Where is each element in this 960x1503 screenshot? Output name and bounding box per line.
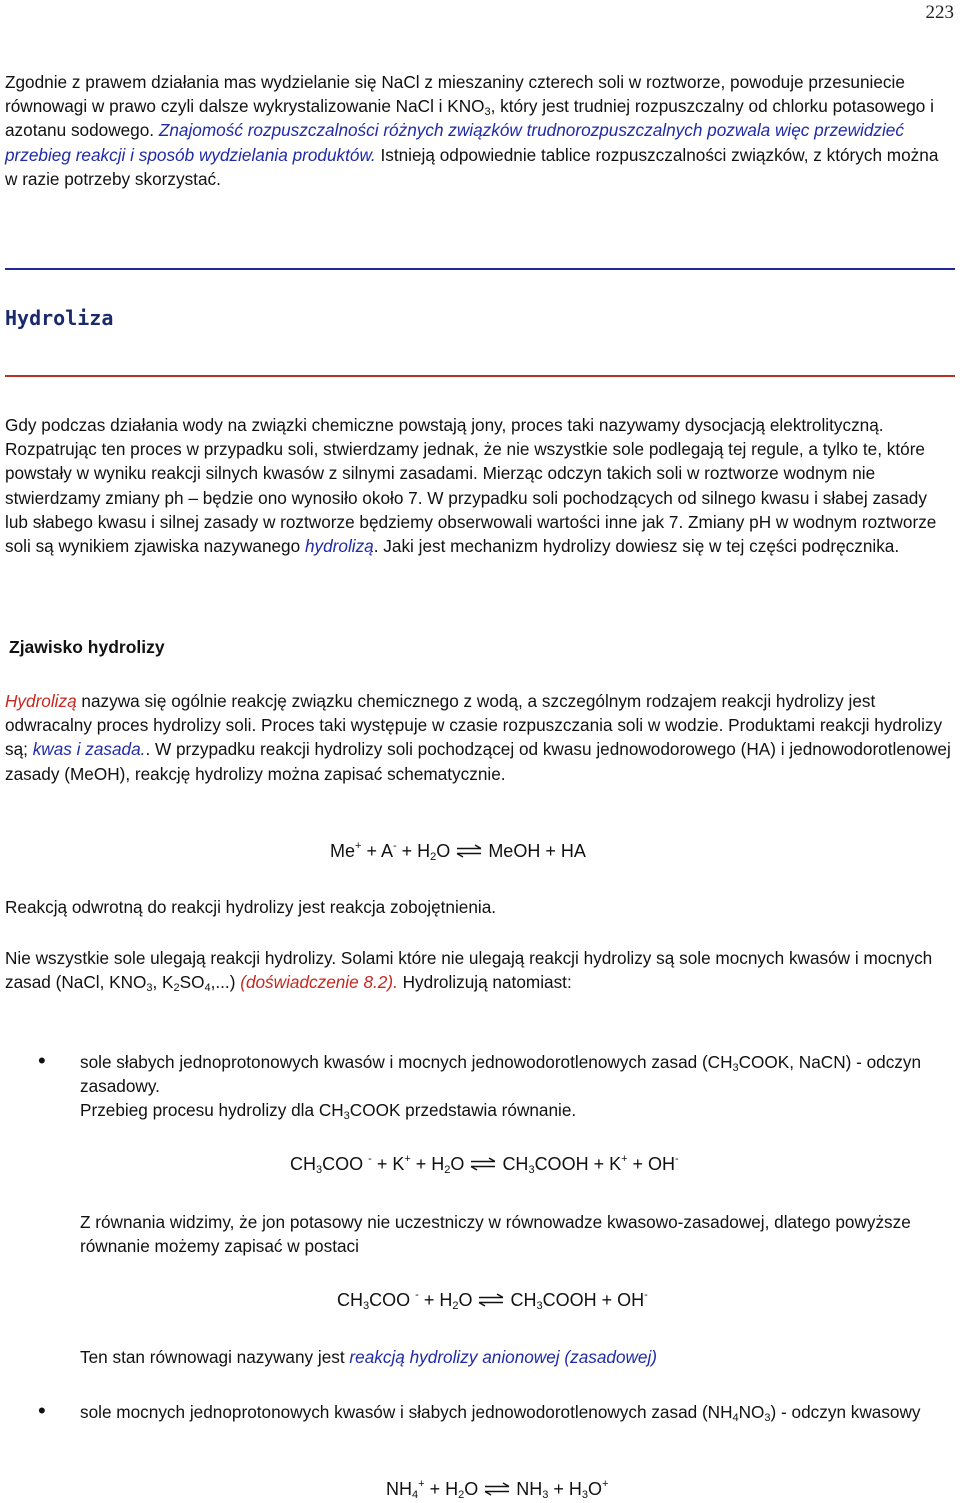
reverse-reaction-text: Reakcją odwrotną do reakcji hydrolizy jest reakcja zobojętnienia. [5,897,497,917]
equilibrium-arrow-icon [484,1482,510,1496]
equilibrium-arrow-icon [478,1293,504,1307]
equation-ch3cook-hydrolysis: $CH_3COO$ $^- + K^+ + H_2O$ $CH_3COOH + K^+ + OH^-$ [290,1153,679,1176]
intro-paragraph: Zgodnie z prawem działania mas wydzielanie się NaCl z mieszaniny czterech soli w roztworze, powoduje przesuniecie równowagi w prawo czyli dalsze wykrystalizowanie NaCl i $KNO_3$, który jest trudniej rozpuszczalny od chlorku potasowego i azotanu sodowego. Znajomość rozpuszczalności różnych związków trudnorozpuszczalnych pozwala więc przewidzieć przebieg reakcji i sposób wydzielania produktów. Istnieją odpowiednie tablice rozpuszczalności związków, z których można w razie potrzeby skorzystać. [5,72,939,189]
section-title: Hydroliza [5,306,114,330]
page-number: 223 [925,2,954,23]
not-all-salts-paragraph: Nie wszystkie sole ulegają reakcji hydrolizy. Solami które nie ulegają reakcji hydrolizy są sole mocnych kwasów i mocnych zasad (NaCl, $KNO_3$, $K_2SO_4$,...) (doświadczenie 8.2). Hydrolizują natomiast: [5,948,933,995]
hydroliza-definition-term: Hydrolizą [5,691,77,711]
bullet-icon: • [38,1398,46,1423]
hydroliza-term: hydrolizą [304,536,374,557]
list-item-strong-acid-salts: sole mocnych jednoprotonowych kwasów i słabych jednowodorotlenowych zasad $(NH_4NO_3)$ - odczyn kwasowy [80,1402,921,1424]
zjawisko-paragraph: Hydrolizą nazywa się ogólnie reakcję związku chemicznego z wodą, a szczególnym rodzajem reakcji hydrolizy jest odwracalny proces hydrolizy soli. Proces taki występuje w czasie rozpuszczania soli w wodzie. Produktami reakcji hydrolizy są; kwas i zasada.. W przypadku reakcji hydrolizy soli pochodzącej od kwasu jednowodorowego (HA) i jednowodorotlenowej zasady (MeOH), reakcję hydrolizy można zapisać schematycznie. [5,691,951,784]
potassium-note: Z równania widzimy, że jon potasowy nie uczestniczy w równowadze kwasowo-zasadowej, dlatego powyższe równanie możemy zapisać w postaci [80,1212,911,1257]
equilibrium-arrow-icon [470,1157,496,1171]
products-term: kwas i zasada. [32,739,146,760]
list-item-weak-acid-salts: sole słabych jednoprotonowych kwasów i mocnych jednowodorotlenowych zasad ($CH_3COOK$, NaCN) - odczyn zasadowy. Przebieg procesu hydrolizy dla $CH_3COOK$ przedstawia równanie. [80,1052,922,1123]
hydroliza-paragraph: Gdy podczas działania wody na związki chemiczne powstają jony, proces taki nazywamy dysocjacją elektrolityczną. Rozpatrując ten proces w przypadku soli, stwierdzamy jednak, że nie wszystkie sole podlegają tej regule, a tylko te, które powstały w wyniku reakcji silnych kwasów z silnymi zasadami. Mierząc odczyn takich soli w roztworze wodnym nie stwierdzamy zmiany ph – będzie ono wynosiło około 7. W przypadku soli pochodzących od silnego kwasu i słabej zasady lub słabego kwasu i silnej zasady w roztworze będziemy obserwowali wartości inne jak 7. Zmiany pH w wodnym roztworze soli są wynikiem zjawiska nazywanego hydrolizą. Jaki jest mechanizm hydrolizy dowiesz się w tej części podręcznika. [5,415,937,557]
equation-ammonium-hydrolysis: $NH_4^+ + H_2O$ $NH_3 + H_3O^+$ [386,1478,609,1501]
anion-hydrolysis-term: reakcją hydrolizy anionowej (zasadowej) [349,1347,658,1367]
bullet-icon: • [38,1048,46,1073]
subsection-title: Zjawisko hydrolizy [9,637,165,657]
experiment-reference: (doświadczenie 8.2). [240,972,398,993]
anion-hydrolysis-note: Ten stan równowagi nazywany jest reakcją hydrolizy anionowej (zasadowej) [80,1347,658,1367]
section-divider-bottom [5,375,955,377]
equation-general-hydrolysis: $Me^+ + A^- + H_2O$ MeOH + HA [330,840,586,863]
section-divider-top [5,268,955,270]
equilibrium-arrow-icon [456,844,482,858]
intro-emphasis: Znajomość rozpuszczalności różnych związków trudnorozpuszczalnych pozwala więc przewidzieć przebieg reakcji i sposób wydzielania produktów. [5,120,904,165]
equation-acetate-hydrolysis: $CH_3COO$ $^- + H_2O$ $CH_3COOH + OH^-$ [337,1289,648,1312]
